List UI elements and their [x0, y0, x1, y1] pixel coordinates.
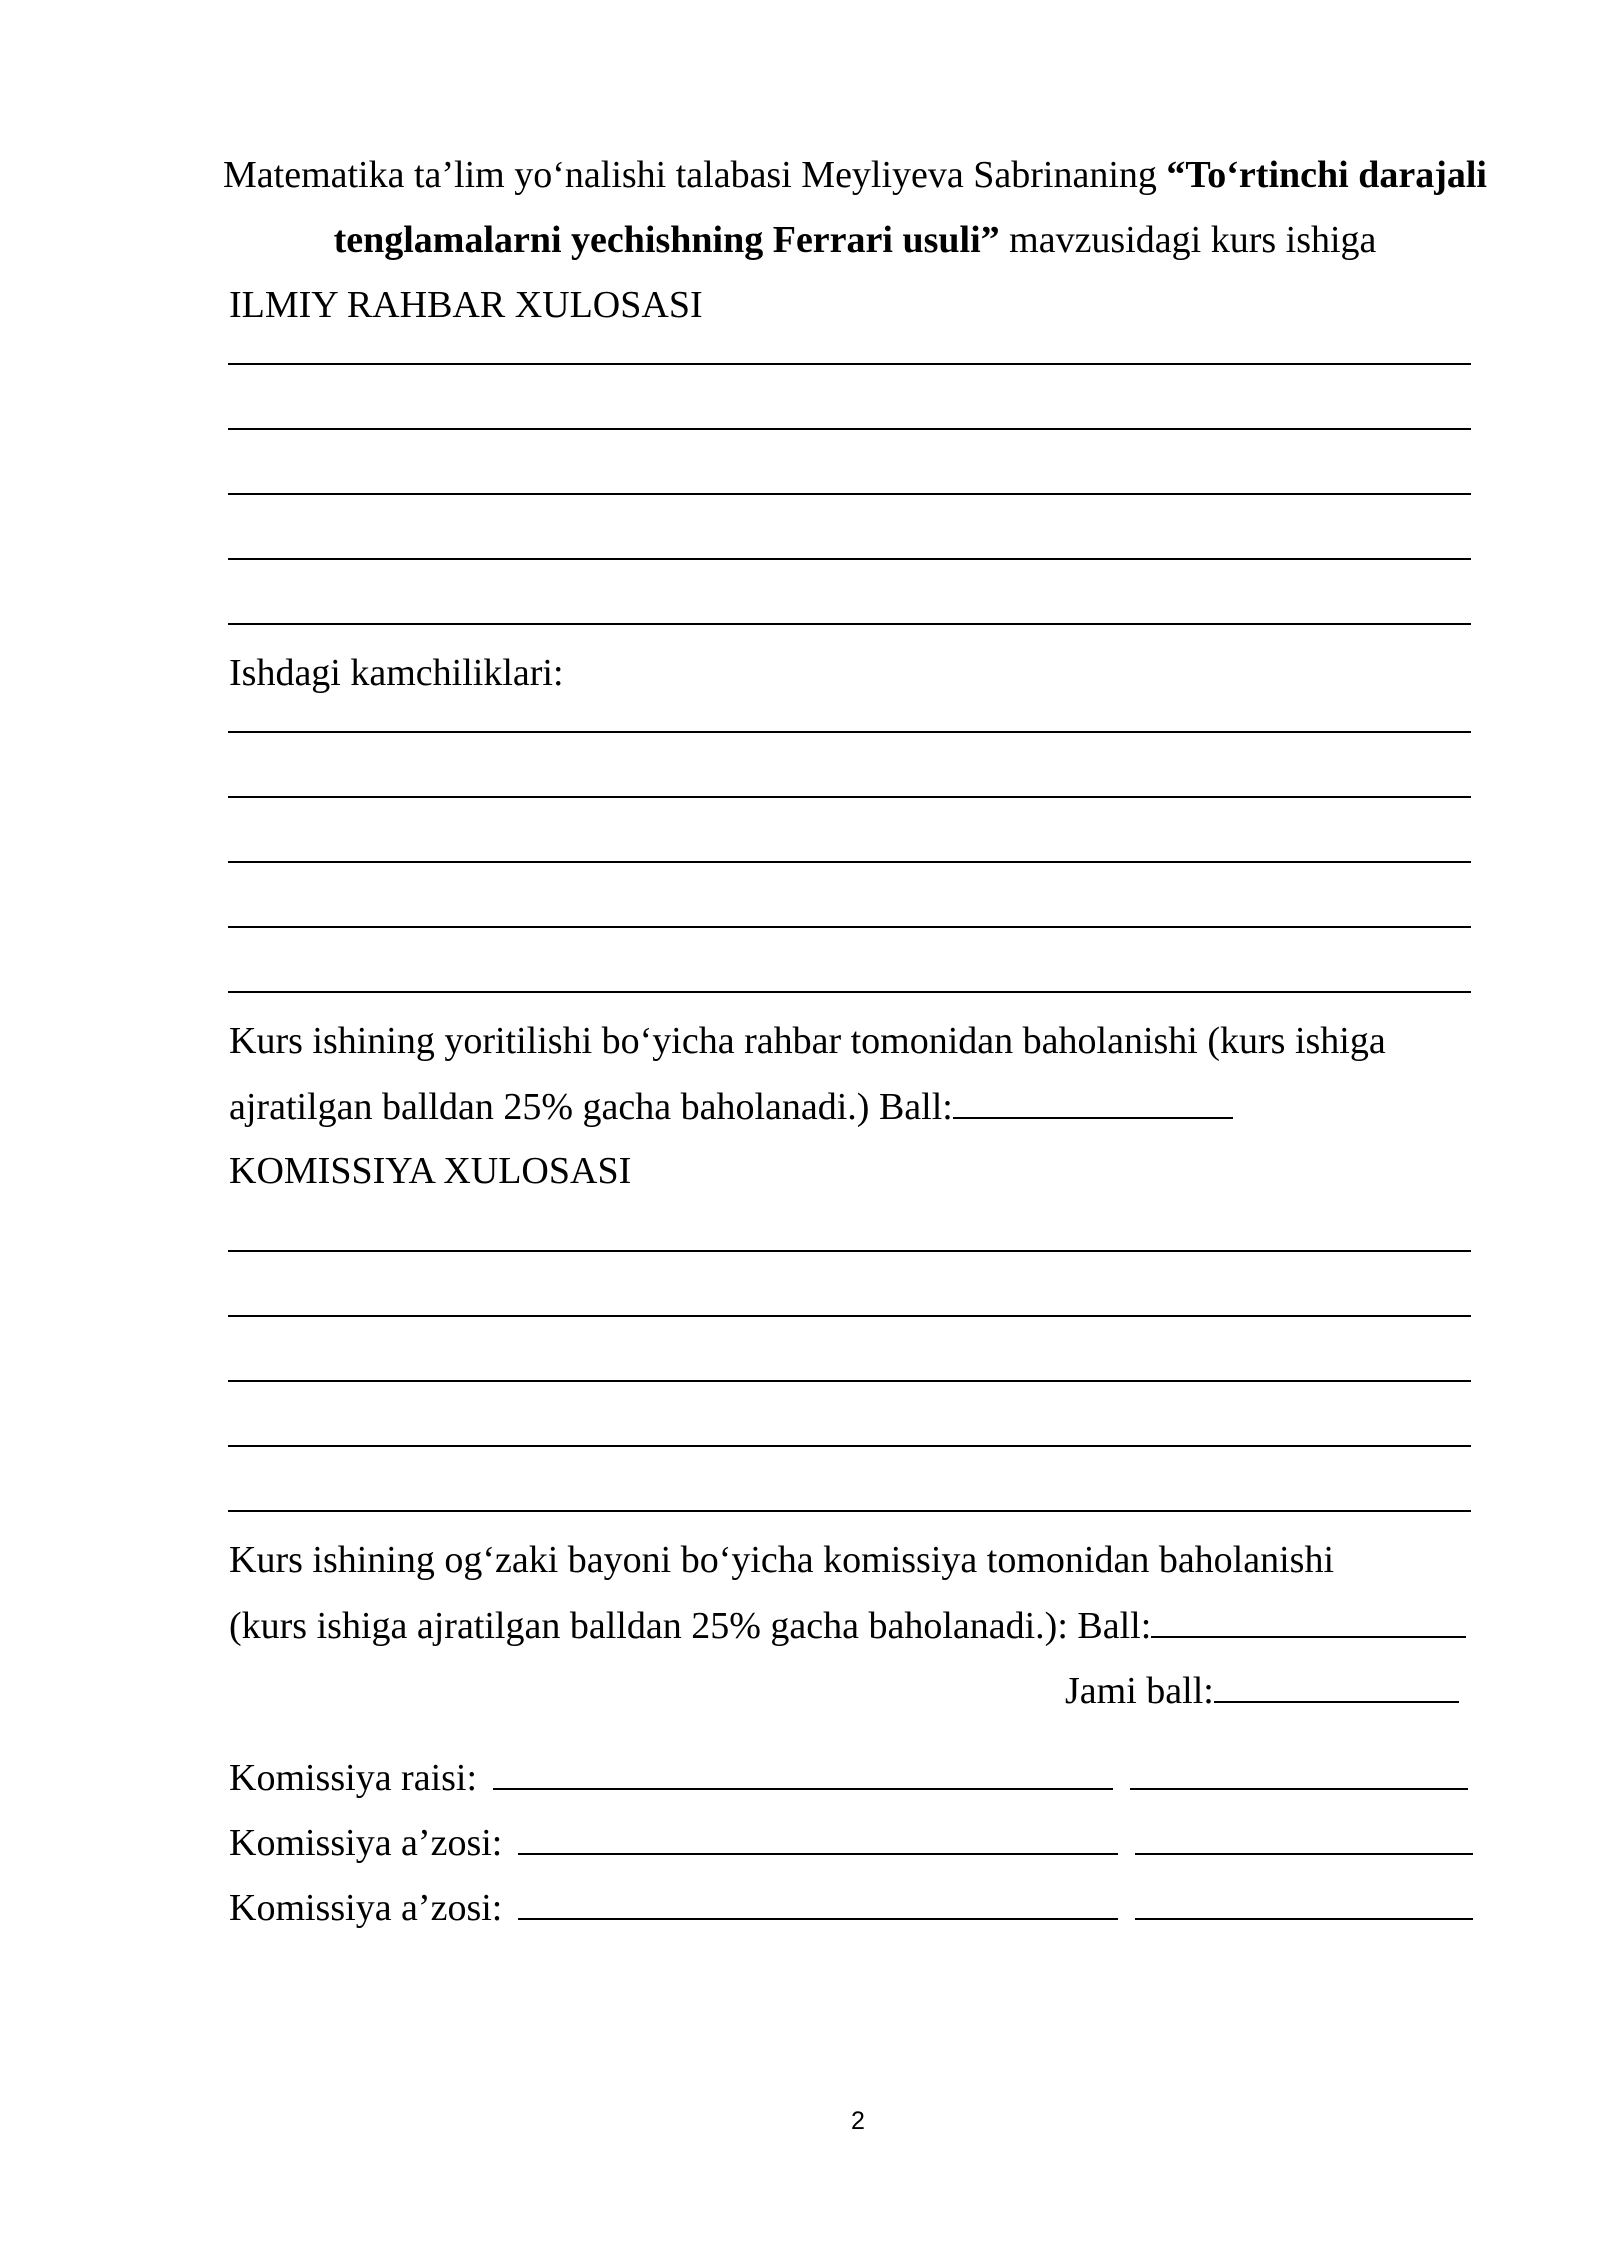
header-suffix-text: mavzusidagi kurs ishiga [999, 219, 1377, 261]
member1-signature-field[interactable] [1135, 1823, 1473, 1855]
signature-row-member-2 [229, 1888, 1473, 1927]
signature-row-chair [229, 1758, 1468, 1797]
total-ball-field[interactable] [1214, 1671, 1459, 1703]
commission-conclusion-line [228, 1445, 1471, 1447]
commission-conclusion-line [228, 1510, 1471, 1512]
supervisor-section-title: ILMIY RAHBAR XULOSASI [229, 284, 703, 326]
total-label: Jami ball: [1065, 1670, 1214, 1712]
commission-conclusion-line [228, 1315, 1471, 1317]
supervisor-grade-row [229, 1087, 1233, 1126]
commission-conclusion-line [228, 1250, 1471, 1252]
shortcomings-line [228, 796, 1471, 798]
commission-grade-text-2: (kurs ishiga ajratilgan balldan 25% gacha baholanadi.): Ball: [229, 1605, 1152, 1647]
supervisor-grade-text-1: Kurs ishining yoritilishi bo‘yicha rahbar tomonidan baholanishi (kurs ishiga [229, 1020, 1386, 1062]
header-line-1 [0, 156, 1600, 194]
supervisor-conclusion-line [228, 428, 1471, 430]
commission-grade-row [229, 1606, 1466, 1645]
chair-name-field[interactable] [493, 1758, 1113, 1790]
shortcomings-line [228, 861, 1471, 863]
header-line-2 [0, 221, 1600, 259]
shortcomings-line [228, 731, 1471, 733]
chair-label: Komissiya raisi: [229, 1757, 478, 1799]
member2-name-field[interactable] [518, 1888, 1118, 1920]
member2-label: Komissiya a’zosi: [229, 1887, 503, 1929]
supervisor-conclusion-line [228, 558, 1471, 560]
supervisor-conclusion-line [228, 623, 1471, 625]
member1-label: Komissiya a’zosi: [229, 1822, 503, 1864]
commission-section-title: KOMISSIYA XULOSASI [229, 1150, 632, 1192]
supervisor-ball-field[interactable] [953, 1087, 1233, 1119]
signature-row-member-1 [229, 1823, 1473, 1862]
shortcomings-line [228, 991, 1471, 993]
member2-signature-field[interactable] [1135, 1888, 1473, 1920]
shortcomings-label: Ishdagi kamchiliklari: [229, 652, 564, 694]
shortcomings-line [228, 926, 1471, 928]
supervisor-grade-text-2: ajratilgan balldan 25% gacha baholanadi.) Ball: [229, 1086, 953, 1128]
commission-conclusion-line [228, 1380, 1471, 1382]
topic-title-part-1: “To‘rtinchi darajali [1166, 154, 1487, 196]
topic-title-part-2: tenglamalarni yechishning Ferrari usuli” [333, 219, 1000, 261]
header-intro-text: Matematika ta’lim yo‘nalishi talabasi Meyliyeva Sabrinaning [223, 154, 1167, 196]
commission-grade-text-1: Kurs ishining og‘zaki bayoni bo‘yicha komissiya tomonidan baholanishi [229, 1539, 1335, 1581]
member1-name-field[interactable] [518, 1823, 1118, 1855]
supervisor-conclusion-line [228, 493, 1471, 495]
supervisor-conclusion-line [228, 363, 1471, 365]
total-row [1065, 1671, 1459, 1710]
chair-signature-field[interactable] [1130, 1758, 1468, 1790]
commission-ball-field[interactable] [1151, 1606, 1466, 1638]
page-number: 2 [851, 2107, 865, 2135]
